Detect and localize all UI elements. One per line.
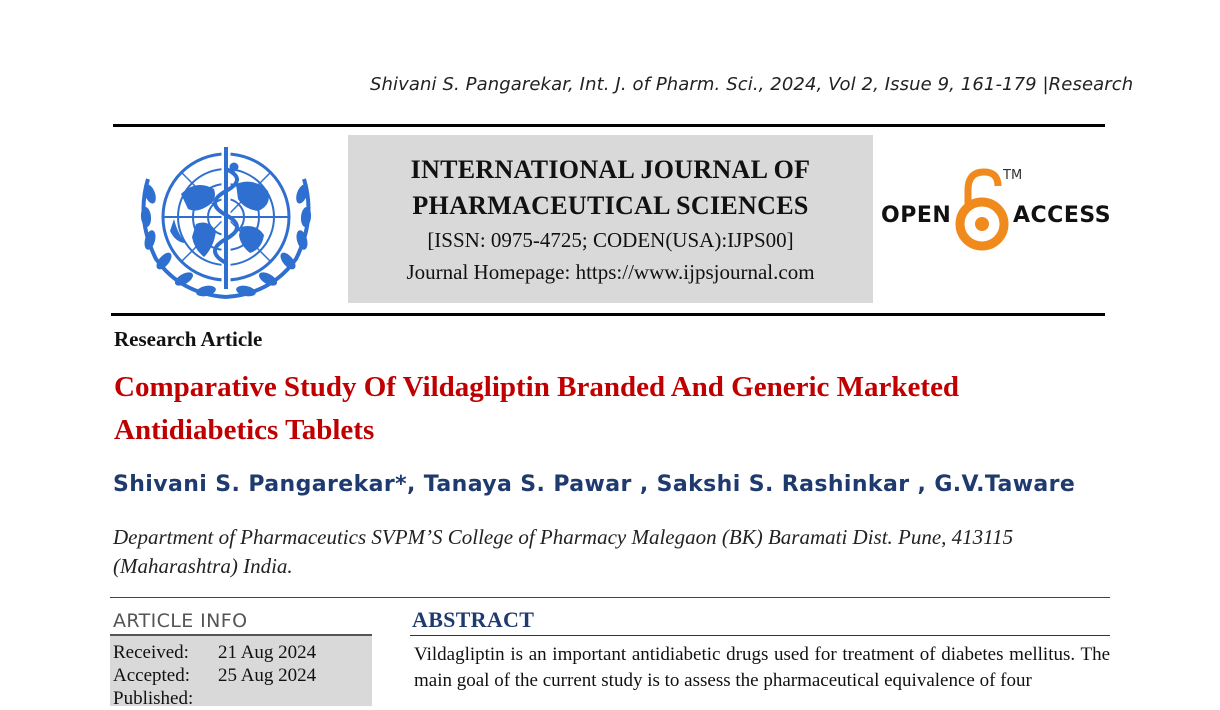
article-title: Comparative Study Of Vildagliptin Branded And Generic Marketed Antidiabetics Tablets (114, 371, 960, 446)
article-type: Research Article (114, 327, 263, 351)
journal-name-line1: INTERNATIONAL JOURNAL OF (410, 155, 811, 184)
accepted-date: 25 Aug 2024 (218, 665, 317, 686)
received-date: 21 Aug 2024 (218, 642, 317, 663)
published-label: Published: (113, 688, 194, 709)
author-affiliation: Department of Pharmaceutics SVPM’S College of Pharmacy Malegaon (BK) Baramati Dist. Pune, 413115 (Maharashtra) India. (113, 525, 1014, 578)
published-row (113, 688, 218, 710)
journal-emblem-icon (126, 139, 326, 305)
open-access-lock-icon (954, 168, 1010, 252)
accepted-row (113, 665, 316, 687)
journal-name-line2: PHARMACEUTICAL SCIENCES (412, 191, 809, 220)
journal-title-box (348, 135, 873, 303)
open-access-access-text: ACCESS (1013, 203, 1112, 228)
abstract-rule (410, 635, 1110, 636)
open-access-logo (880, 168, 1112, 252)
abstract-body: Vildagliptin is an important antidiabetic drugs used for treatment of diabetes mellitus. The main goal of the current study is to assess the pharmaceutical equivalence of four (414, 644, 1110, 691)
section-divider (110, 597, 1110, 598)
abstract-heading: ABSTRACT (412, 607, 535, 632)
received-label: Received: (113, 642, 189, 663)
header-rule-bottom (111, 313, 1105, 316)
journal-issn: [ISSN: 0975-4725; CODEN(USA):IJPS00] (427, 228, 794, 252)
open-access-open-text: OPEN (881, 203, 952, 228)
trademark-mark: TM (1003, 168, 1023, 183)
header-rule-top (113, 124, 1105, 127)
article-info-box (110, 634, 372, 709)
accepted-label: Accepted: (113, 665, 191, 686)
citation-header: Shivani S. Pangarekar, Int. J. of Pharm. Sci., 2024, Vol 2, Issue 9, 161-179 |Research (370, 74, 1134, 95)
article-info-heading: ARTICLE INFO (113, 610, 248, 632)
journal-homepage: Journal Homepage: https://www.ijpsjournal.com (406, 260, 815, 284)
received-row (113, 642, 316, 664)
article-authors: Shivani S. Pangarekar*, Tanaya S. Pawar , Sakshi S. Rashinkar , G.V.Taware (113, 472, 1076, 497)
